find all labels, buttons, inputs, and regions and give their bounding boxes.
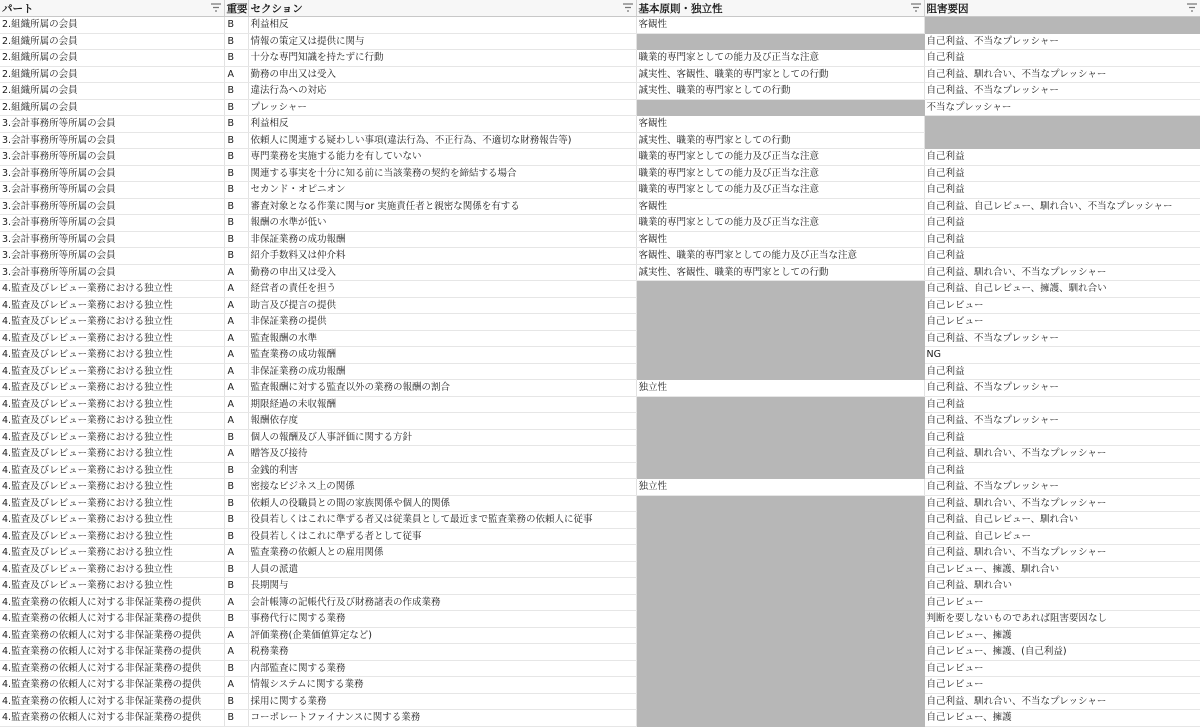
cell-principle[interactable]: [636, 710, 924, 727]
cell-threat[interactable]: 自己利益: [924, 363, 1200, 380]
cell-threat[interactable]: 自己レビュー: [924, 297, 1200, 314]
cell-threat[interactable]: 自己利益、馴れ合い、不当なプレッシャー: [924, 693, 1200, 710]
table-row: [0, 561, 1200, 578]
table-row: [0, 50, 1200, 67]
cell-importance[interactable]: A: [224, 627, 248, 644]
cell-importance[interactable]: B: [224, 198, 248, 215]
cell-importance[interactable]: A: [224, 594, 248, 611]
cell-principle[interactable]: [636, 627, 924, 644]
cell-importance[interactable]: B: [224, 479, 248, 496]
cell-part[interactable]: 4.監査及びレビュー業務における独立性: [0, 396, 224, 413]
cell-importance[interactable]: B: [224, 561, 248, 578]
table-row: [0, 297, 1200, 314]
table-row: [0, 116, 1200, 133]
cell-importance[interactable]: B: [224, 149, 248, 166]
cell-section[interactable]: 個人の報酬及び人事評価に関する方針: [248, 429, 636, 446]
cell-section[interactable]: 税務業務: [248, 644, 636, 661]
cell-section[interactable]: 専門業務を実施する能力を有していない: [248, 149, 636, 166]
cell-part[interactable]: 4.監査業務の依頼人に対する非保証業務の提供: [0, 594, 224, 611]
column-header-part[interactable]: [0, 0, 224, 17]
cell-threat[interactable]: 判断を要しないものであれば阻害要因なし: [924, 611, 1200, 628]
cell-importance[interactable]: B: [224, 182, 248, 199]
cell-part[interactable]: 4.監査及びレビュー業務における独立性: [0, 462, 224, 479]
cell-principle[interactable]: 職業的専門家としての能力及び正当な注意: [636, 165, 924, 182]
filter-icon[interactable]: [235, 3, 245, 12]
column-header-label: セクション: [250, 2, 303, 15]
cell-importance[interactable]: A: [224, 281, 248, 298]
cell-principle[interactable]: [636, 644, 924, 661]
cell-importance[interactable]: A: [224, 314, 248, 331]
cell-section[interactable]: コーポレートファイナンスに関する業務: [248, 710, 636, 727]
cell-section[interactable]: 贈答及び接待: [248, 446, 636, 463]
cell-principle[interactable]: 職業的専門家としての能力及び正当な注意: [636, 215, 924, 232]
cell-threat[interactable]: [924, 116, 1200, 133]
table-row: [0, 660, 1200, 677]
cell-section[interactable]: 勤務の申出又は受入: [248, 66, 636, 83]
table-row: [0, 83, 1200, 100]
cell-principle[interactable]: 客観性: [636, 198, 924, 215]
cell-principle[interactable]: [636, 512, 924, 529]
cell-threat[interactable]: 自己利益、自己レビュー、擁護、馴れ合い: [924, 281, 1200, 298]
cell-part[interactable]: 3.会計事務所等所属の会員: [0, 264, 224, 281]
cell-principle[interactable]: [636, 495, 924, 512]
table-row: [0, 248, 1200, 265]
cell-threat[interactable]: 自己利益: [924, 149, 1200, 166]
column-header-label: 重要: [226, 2, 248, 15]
cell-principle[interactable]: 誠実性、職業的専門家としての行動: [636, 83, 924, 100]
cell-part[interactable]: 4.監査業務の依頼人に対する非保証業務の提供: [0, 693, 224, 710]
cell-principle[interactable]: [636, 594, 924, 611]
cell-threat[interactable]: 自己利益、不当なプレッシャー: [924, 83, 1200, 100]
cell-importance[interactable]: A: [224, 396, 248, 413]
table-body: [0, 17, 1200, 727]
cell-principle[interactable]: [636, 578, 924, 595]
cell-part[interactable]: 4.監査業務の依頼人に対する非保証業務の提供: [0, 644, 224, 661]
cell-part[interactable]: 4.監査及びレビュー業務における独立性: [0, 347, 224, 364]
cell-threat[interactable]: 自己レビュー、擁護、馴れ合い: [924, 561, 1200, 578]
table-row: [0, 462, 1200, 479]
cell-section[interactable]: 人員の派遣: [248, 561, 636, 578]
cell-section[interactable]: 長期関与: [248, 578, 636, 595]
cell-principle[interactable]: 職業的専門家としての能力及び正当な注意: [636, 182, 924, 199]
cell-threat[interactable]: [924, 132, 1200, 149]
cell-part[interactable]: 4.監査及びレビュー業務における独立性: [0, 429, 224, 446]
table-row: [0, 528, 1200, 545]
cell-section[interactable]: 情報システムに関する業務: [248, 677, 636, 694]
cell-section[interactable]: 役員若しくはこれに準ずる者又は従業員として最近まで監査業務の依頼人に従事: [248, 512, 636, 529]
cell-part[interactable]: 2.組織所属の会員: [0, 66, 224, 83]
cell-section[interactable]: 役員若しくはこれに準ずる者として従事: [248, 528, 636, 545]
cell-importance[interactable]: B: [224, 660, 248, 677]
cell-importance[interactable]: B: [224, 462, 248, 479]
cell-principle[interactable]: [636, 693, 924, 710]
cell-principle[interactable]: 客観性、職業的専門家としての能力及び正当な注意: [636, 248, 924, 265]
cell-importance[interactable]: A: [224, 380, 248, 397]
cell-principle[interactable]: [636, 561, 924, 578]
cell-part[interactable]: 4.監査及びレビュー業務における独立性: [0, 446, 224, 463]
cell-threat[interactable]: 自己レビュー: [924, 677, 1200, 694]
cell-principle[interactable]: 職業的専門家としての能力及び正当な注意: [636, 149, 924, 166]
cell-importance[interactable]: B: [224, 132, 248, 149]
cell-threat[interactable]: 自己利益、自己レビュー: [924, 528, 1200, 545]
table-row: [0, 429, 1200, 446]
cell-threat[interactable]: 自己レビュー、擁護: [924, 627, 1200, 644]
cell-principle[interactable]: [636, 330, 924, 347]
table-row: [0, 198, 1200, 215]
cell-section[interactable]: 関連する事実を十分に知る前に当該業務の契約を締結する場合: [248, 165, 636, 182]
cell-section[interactable]: 事務代行に関する業務: [248, 611, 636, 628]
column-header-label: 阻害要因: [926, 2, 969, 15]
header-row: [0, 0, 1200, 17]
cell-part[interactable]: 4.監査及びレビュー業務における独立性: [0, 297, 224, 314]
cell-part[interactable]: 4.監査及びレビュー業務における独立性: [0, 281, 224, 298]
cell-threat[interactable]: 自己利益、自己レビュー、馴れ合い: [924, 512, 1200, 529]
cell-part[interactable]: 4.監査及びレビュー業務における独立性: [0, 561, 224, 578]
cell-threat[interactable]: 不当なプレッシャー: [924, 99, 1200, 116]
cell-threat[interactable]: 自己利益、不当なプレッシャー: [924, 380, 1200, 397]
cell-importance[interactable]: B: [224, 693, 248, 710]
cell-part[interactable]: 4.監査及びレビュー業務における独立性: [0, 413, 224, 430]
cell-part[interactable]: 3.会計事務所等所属の会員: [0, 132, 224, 149]
cell-principle[interactable]: [636, 528, 924, 545]
cell-section[interactable]: セカンド・オピニオン: [248, 182, 636, 199]
cell-section[interactable]: 非保証業務の成功報酬: [248, 231, 636, 248]
table-row: [0, 330, 1200, 347]
cell-part[interactable]: 3.会計事務所等所属の会員: [0, 231, 224, 248]
cell-part[interactable]: 4.監査業務の依頼人に対する非保証業務の提供: [0, 710, 224, 727]
cell-importance[interactable]: A: [224, 66, 248, 83]
cell-importance[interactable]: B: [224, 578, 248, 595]
table-row: [0, 231, 1200, 248]
table-row: [0, 512, 1200, 529]
cell-principle[interactable]: 誠実性、客観性、職業的専門家としての行動: [636, 66, 924, 83]
cell-part[interactable]: 3.会計事務所等所属の会員: [0, 116, 224, 133]
cell-threat[interactable]: 自己利益: [924, 248, 1200, 265]
cell-importance[interactable]: A: [224, 347, 248, 364]
cell-threat[interactable]: 自己利益、馴れ合い、不当なプレッシャー: [924, 446, 1200, 463]
filter-icon[interactable]: [211, 3, 221, 12]
cell-principle[interactable]: [636, 297, 924, 314]
table-row: [0, 264, 1200, 281]
column-header-principle[interactable]: [636, 0, 924, 17]
cell-section[interactable]: 経営者の責任を担う: [248, 281, 636, 298]
cell-part[interactable]: 4.監査及びレビュー業務における独立性: [0, 528, 224, 545]
filter-icon[interactable]: [911, 3, 921, 12]
cell-threat[interactable]: 自己レビュー: [924, 594, 1200, 611]
table-row: [0, 545, 1200, 562]
cell-section[interactable]: 依頼人の役職員との間の家族関係や個人的関係: [248, 495, 636, 512]
filter-icon[interactable]: [1187, 3, 1197, 12]
cell-threat[interactable]: 自己利益、自己レビュー、馴れ合い、不当なプレッシャー: [924, 198, 1200, 215]
table-row: [0, 693, 1200, 710]
cell-threat[interactable]: NG: [924, 347, 1200, 364]
cell-section[interactable]: 監査報酬に対する監査以外の業務の報酬の割合: [248, 380, 636, 397]
cell-importance[interactable]: B: [224, 116, 248, 133]
table-row: [0, 165, 1200, 182]
cell-section[interactable]: 違法行為への対応: [248, 83, 636, 100]
cell-threat[interactable]: 自己利益、不当なプレッシャー: [924, 479, 1200, 496]
cell-part[interactable]: 4.監査及びレビュー業務における独立性: [0, 479, 224, 496]
table-row: [0, 627, 1200, 644]
cell-threat[interactable]: 自己利益、馴れ合い、不当なプレッシャー: [924, 264, 1200, 281]
column-header-label: 基本原則・独立性: [638, 2, 723, 15]
cell-section[interactable]: 依頼人に関連する疑わしい事項(違法行為、不正行為、不適切な財務報告等): [248, 132, 636, 149]
cell-section[interactable]: 密接なビジネス上の関係: [248, 479, 636, 496]
table-row: [0, 413, 1200, 430]
cell-importance[interactable]: B: [224, 611, 248, 628]
table-row: [0, 132, 1200, 149]
cell-part[interactable]: 4.監査及びレビュー業務における独立性: [0, 363, 224, 380]
cell-section[interactable]: 利益相反: [248, 116, 636, 133]
cell-part[interactable]: 4.監査業務の依頼人に対する非保証業務の提供: [0, 660, 224, 677]
table-row: [0, 99, 1200, 116]
cell-principle[interactable]: 独立性: [636, 479, 924, 496]
cell-principle[interactable]: [636, 611, 924, 628]
cell-part[interactable]: 2.組織所属の会員: [0, 50, 224, 67]
table-row: [0, 215, 1200, 232]
cell-section[interactable]: 審査対象となる作業に関与or 実施責任者と親密な関係を有する: [248, 198, 636, 215]
cell-threat[interactable]: 自己利益、馴れ合い、不当なプレッシャー: [924, 495, 1200, 512]
cell-part[interactable]: 3.会計事務所等所属の会員: [0, 215, 224, 232]
table-row: [0, 182, 1200, 199]
cell-threat[interactable]: 自己レビュー: [924, 314, 1200, 331]
cell-principle[interactable]: [636, 396, 924, 413]
cell-threat[interactable]: 自己利益: [924, 396, 1200, 413]
cell-section[interactable]: 採用に関する業務: [248, 693, 636, 710]
cell-threat[interactable]: 自己利益: [924, 182, 1200, 199]
table-row: [0, 594, 1200, 611]
cell-section[interactable]: 十分な専門知識を持たずに行動: [248, 50, 636, 67]
table-row: [0, 33, 1200, 50]
cell-part[interactable]: 4.監査及びレビュー業務における独立性: [0, 380, 224, 397]
cell-part[interactable]: 4.監査業務の依頼人に対する非保証業務の提供: [0, 611, 224, 628]
cell-principle[interactable]: 客観性: [636, 116, 924, 133]
cell-threat[interactable]: 自己レビュー、擁護: [924, 710, 1200, 727]
column-header-section[interactable]: [248, 0, 636, 17]
cell-importance[interactable]: B: [224, 33, 248, 50]
cell-part[interactable]: 2.組織所属の会員: [0, 33, 224, 50]
cell-importance[interactable]: B: [224, 429, 248, 446]
cell-importance[interactable]: B: [224, 215, 248, 232]
cell-part[interactable]: 2.組織所属の会員: [0, 99, 224, 116]
table-row: [0, 363, 1200, 380]
cell-threat[interactable]: 自己利益: [924, 231, 1200, 248]
cell-importance[interactable]: A: [224, 413, 248, 430]
cell-importance[interactable]: A: [224, 297, 248, 314]
cell-principle[interactable]: [636, 545, 924, 562]
cell-importance[interactable]: A: [224, 545, 248, 562]
cell-section[interactable]: 監査業務の依頼人との雇用関係: [248, 545, 636, 562]
cell-part[interactable]: 3.会計事務所等所属の会員: [0, 149, 224, 166]
cell-importance[interactable]: B: [224, 495, 248, 512]
cell-principle[interactable]: [636, 462, 924, 479]
cell-principle[interactable]: 誠実性、客観性、職業的専門家としての行動: [636, 264, 924, 281]
cell-part[interactable]: 4.監査及びレビュー業務における独立性: [0, 314, 224, 331]
cell-threat[interactable]: 自己利益、馴れ合い: [924, 578, 1200, 595]
table-row: [0, 495, 1200, 512]
cell-threat[interactable]: 自己レビュー、擁護、(自己利益): [924, 644, 1200, 661]
cell-importance[interactable]: B: [224, 17, 248, 34]
cell-principle[interactable]: [636, 281, 924, 298]
table-row: [0, 644, 1200, 661]
cell-section[interactable]: 非保証業務の成功報酬: [248, 363, 636, 380]
cell-section[interactable]: 報酬の水準が低い: [248, 215, 636, 232]
cell-threat[interactable]: 自己利益: [924, 462, 1200, 479]
cell-importance[interactable]: A: [224, 677, 248, 694]
cell-principle[interactable]: [636, 347, 924, 364]
cell-importance[interactable]: B: [224, 83, 248, 100]
cell-part[interactable]: 3.会計事務所等所属の会員: [0, 182, 224, 199]
cell-part[interactable]: 4.監査及びレビュー業務における独立性: [0, 545, 224, 562]
cell-importance[interactable]: A: [224, 363, 248, 380]
cell-principle[interactable]: 客観性: [636, 231, 924, 248]
table-row: [0, 479, 1200, 496]
table-row: [0, 17, 1200, 34]
filter-icon[interactable]: [623, 3, 633, 12]
cell-section[interactable]: 非保証業務の提供: [248, 314, 636, 331]
cell-section[interactable]: 助言及び提言の提供: [248, 297, 636, 314]
cell-importance[interactable]: B: [224, 231, 248, 248]
cell-importance[interactable]: A: [224, 644, 248, 661]
cell-section[interactable]: 報酬依存度: [248, 413, 636, 430]
cell-part[interactable]: 2.組織所属の会員: [0, 17, 224, 34]
cell-principle[interactable]: [636, 446, 924, 463]
cell-threat[interactable]: 自己利益: [924, 50, 1200, 67]
cell-part[interactable]: 4.監査業務の依頼人に対する非保証業務の提供: [0, 677, 224, 694]
cell-principle[interactable]: 独立性: [636, 380, 924, 397]
cell-section[interactable]: 期限経過の未収報酬: [248, 396, 636, 413]
cell-section[interactable]: 評価業務(企業価値算定など): [248, 627, 636, 644]
cell-principle[interactable]: [636, 314, 924, 331]
cell-importance[interactable]: B: [224, 248, 248, 265]
cell-section[interactable]: 情報の策定又は提供に関与: [248, 33, 636, 50]
cell-part[interactable]: 4.監査及びレビュー業務における独立性: [0, 578, 224, 595]
table-row: [0, 677, 1200, 694]
cell-part[interactable]: 3.会計事務所等所属の会員: [0, 165, 224, 182]
table-row: [0, 446, 1200, 463]
column-header-importance[interactable]: [224, 0, 248, 17]
table-row: [0, 578, 1200, 595]
cell-threat[interactable]: 自己利益、不当なプレッシャー: [924, 33, 1200, 50]
cell-importance[interactable]: B: [224, 99, 248, 116]
cell-threat[interactable]: 自己利益、不当なプレッシャー: [924, 330, 1200, 347]
table-row: [0, 396, 1200, 413]
cell-importance[interactable]: A: [224, 446, 248, 463]
cell-section[interactable]: 勤務の申出又は受入: [248, 264, 636, 281]
cell-part[interactable]: 4.監査及びレビュー業務における独立性: [0, 330, 224, 347]
cell-importance[interactable]: B: [224, 50, 248, 67]
cell-importance[interactable]: B: [224, 528, 248, 545]
cell-threat[interactable]: 自己利益: [924, 215, 1200, 232]
cell-principle[interactable]: [636, 677, 924, 694]
cell-section[interactable]: 内部監査に関する業務: [248, 660, 636, 677]
cell-principle[interactable]: 客観性: [636, 17, 924, 34]
cell-threat[interactable]: 自己利益: [924, 429, 1200, 446]
cell-threat[interactable]: 自己利益、馴れ合い、不当なプレッシャー: [924, 545, 1200, 562]
column-header-label: パート: [2, 2, 34, 15]
cell-importance[interactable]: A: [224, 264, 248, 281]
cell-part[interactable]: 4.監査及びレビュー業務における独立性: [0, 495, 224, 512]
table-row: [0, 314, 1200, 331]
cell-part[interactable]: 4.監査業務の依頼人に対する非保証業務の提供: [0, 627, 224, 644]
cell-threat[interactable]: 自己利益: [924, 165, 1200, 182]
cell-principle[interactable]: [636, 429, 924, 446]
cell-section[interactable]: プレッシャー: [248, 99, 636, 116]
cell-principle[interactable]: [636, 363, 924, 380]
cell-threat[interactable]: 自己利益、不当なプレッシャー: [924, 413, 1200, 430]
cell-importance[interactable]: A: [224, 330, 248, 347]
table-row: [0, 710, 1200, 727]
cell-principle[interactable]: [636, 660, 924, 677]
cell-principle[interactable]: 誠実性、職業的専門家としての行動: [636, 132, 924, 149]
column-header-threat[interactable]: [924, 0, 1200, 17]
cell-section[interactable]: 紹介手数料又は仲介料: [248, 248, 636, 265]
cell-importance[interactable]: B: [224, 512, 248, 529]
cell-section[interactable]: 会計帳簿の記帳代行及び財務諸表の作成業務: [248, 594, 636, 611]
cell-threat[interactable]: 自己利益、馴れ合い、不当なプレッシャー: [924, 66, 1200, 83]
cell-section[interactable]: 監査業務の成功報酬: [248, 347, 636, 364]
table-row: [0, 347, 1200, 364]
table-row: [0, 611, 1200, 628]
cell-part[interactable]: 4.監査及びレビュー業務における独立性: [0, 512, 224, 529]
table-row: [0, 149, 1200, 166]
cell-importance[interactable]: B: [224, 165, 248, 182]
cell-section[interactable]: 金銭的利害: [248, 462, 636, 479]
cell-threat[interactable]: 自己レビュー: [924, 660, 1200, 677]
table-row: [0, 380, 1200, 397]
cell-importance[interactable]: B: [224, 710, 248, 727]
cell-threat[interactable]: [924, 17, 1200, 34]
cell-part[interactable]: 2.組織所属の会員: [0, 83, 224, 100]
cell-principle[interactable]: [636, 413, 924, 430]
table-row: [0, 281, 1200, 298]
cell-principle[interactable]: [636, 99, 924, 116]
cell-part[interactable]: 3.会計事務所等所属の会員: [0, 198, 224, 215]
cell-section[interactable]: 利益相反: [248, 17, 636, 34]
table-row: [0, 66, 1200, 83]
cell-principle[interactable]: 職業的専門家としての能力及び正当な注意: [636, 50, 924, 67]
cell-principle[interactable]: [636, 33, 924, 50]
cell-part[interactable]: 3.会計事務所等所属の会員: [0, 248, 224, 265]
cell-section[interactable]: 監査報酬の水準: [248, 330, 636, 347]
